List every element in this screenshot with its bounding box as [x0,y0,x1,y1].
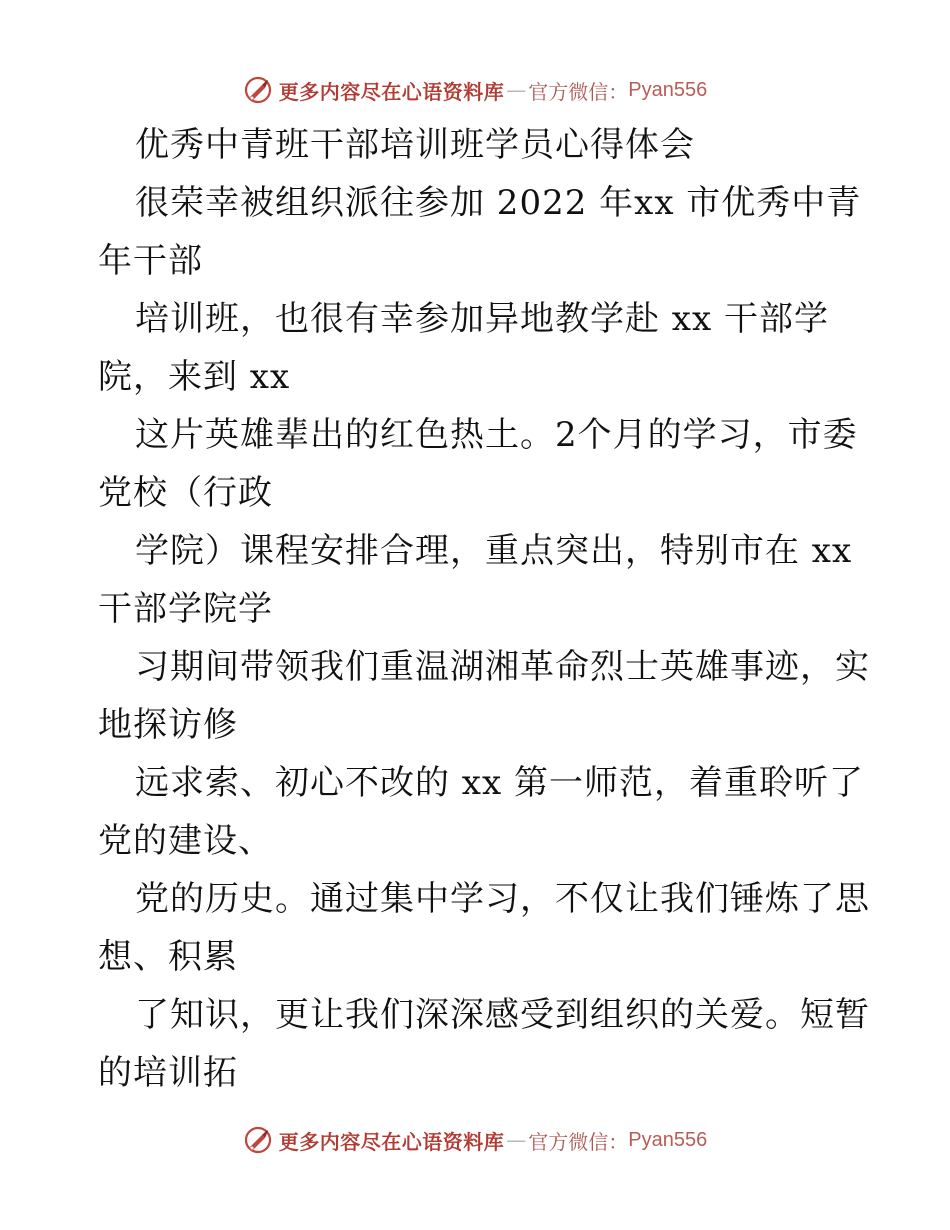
paragraph-line: 年干部 [98,241,203,281]
paragraph-line: 了知识，更让我们深深感受到组织的关爱。短暂 [135,995,870,1035]
document-title: 优秀中青班干部培训班学员心得体会 [135,125,695,165]
paragraph-line: 培训班，也很有幸参加异地教学赴 xx 干部学 [135,299,829,339]
paragraph-line: 党的建设、 [98,821,273,861]
paragraph-line: 远求索、初心不改的 xx 第一师范，着重聆听了 [135,763,864,803]
paragraph-line: 地探访修 [98,705,238,745]
paragraph-line: 的培训拓 [98,1053,238,1093]
paragraph-line: 党校（行政 [98,473,273,513]
quill-logo-icon [243,75,273,105]
paragraph-line: 干部学院学 [98,589,273,629]
banner-wechat-label: 官方微信： [528,1129,629,1154]
paragraph-line: 院，来到 xx [98,357,291,397]
paragraph-line: 想、积累 [98,937,238,977]
banner-wechat-label: 官方微信： [528,79,629,104]
header-watermark-banner [0,70,950,110]
paragraph-line: 习期间带领我们重温湖湘革命烈士英雄事迹，实 [135,647,870,687]
banner-wechat-id: Pyan556 [628,78,708,101]
quill-logo-icon [243,1125,273,1155]
banner-main-text: 更多内容尽在心语资料库 [278,1129,505,1154]
paragraph-line: 学院）课程安排合理，重点突出，特别市在 xx [135,531,853,571]
banner-main-text: 更多内容尽在心语资料库 [278,79,505,104]
banner-wechat-id: Pyan556 [628,1128,708,1151]
banner-dash: — [506,1128,527,1152]
paragraph-line: 这片英雄辈出的红色热土。2个月的学习，市委 [135,415,858,455]
banner-dash: — [506,78,527,102]
paragraph-line: 很荣幸被组织派往参加 2022 年xx 市优秀中青 [135,183,862,223]
footer-watermark-banner [0,1120,950,1160]
paragraph-line: 党的历史。通过集中学习，不仅让我们锤炼了思 [135,879,870,919]
